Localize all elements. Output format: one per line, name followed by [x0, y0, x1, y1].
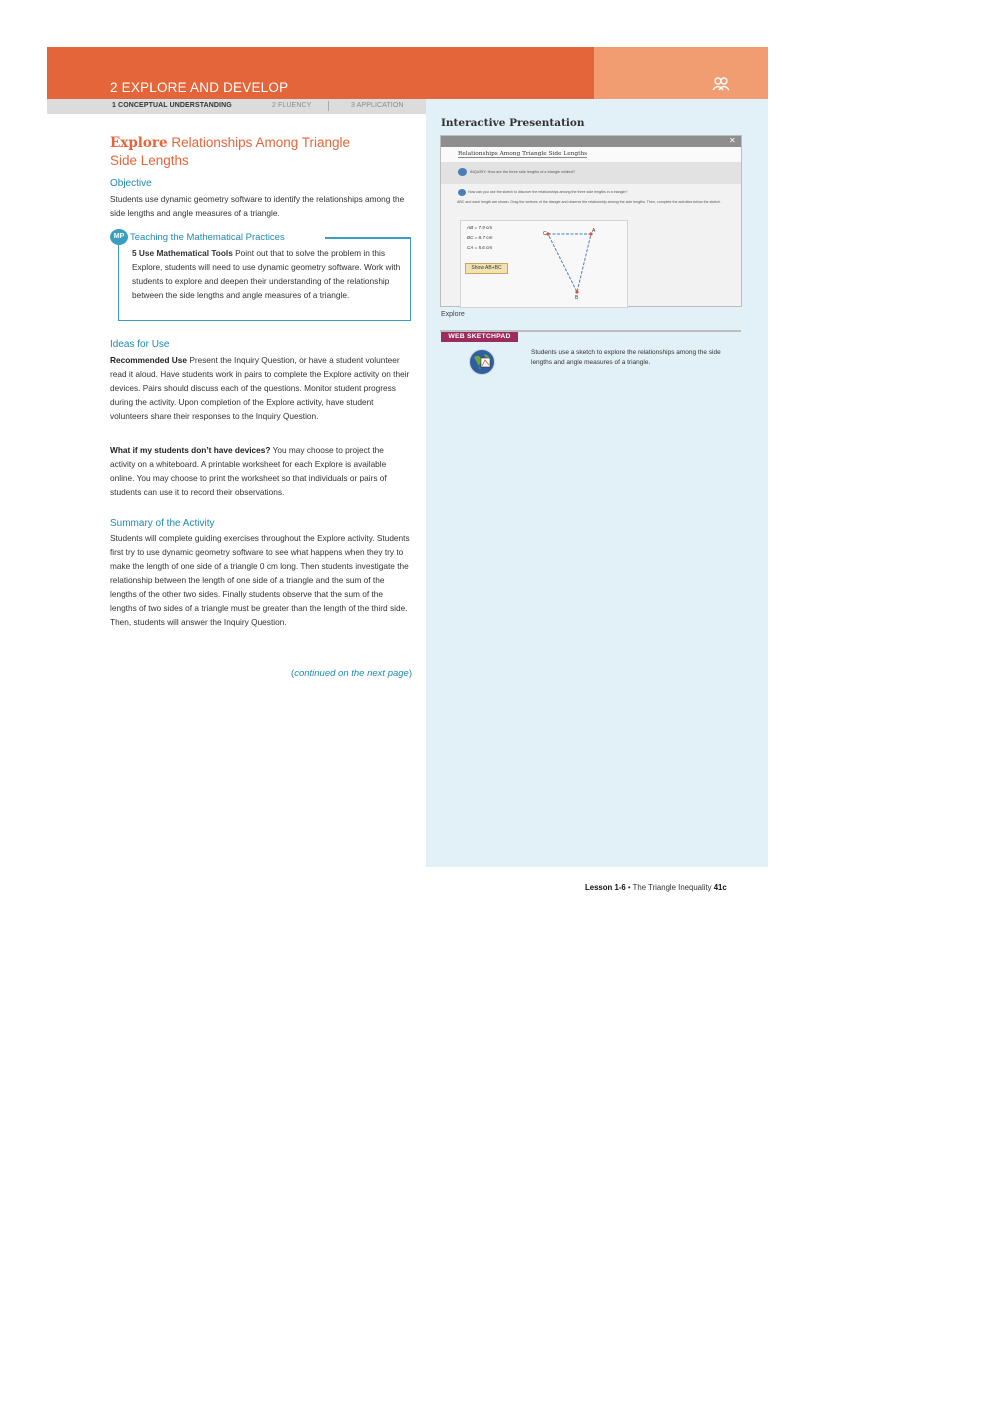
vertex-a-label: A — [592, 228, 596, 234]
tab-application[interactable]: 3 APPLICATION — [351, 102, 404, 109]
group-icon — [712, 76, 730, 92]
page-footer — [585, 883, 727, 892]
screenshot-caption: Explore — [441, 311, 465, 318]
interactive-presentation-heading: Interactive Presentation — [441, 117, 585, 129]
page-title — [110, 134, 410, 169]
measure-bc: BC = 8.7 cm — [467, 235, 493, 240]
objective-heading: Objective — [110, 178, 152, 189]
ideas-p1-text: Present the Inquiry Question, or have a student volunteer read it aloud. Have students work in pairs to complete the Explore activity on their devices. Pairs should discuss each of the questions. Monitor student progress during the activity. Upon completion of the Explore activity, have student volunteers share their responses to the Inquiry Question. — [110, 355, 410, 421]
footer-page-number: 41c — [713, 883, 727, 892]
measure-ca: CA = 5.6 cm — [467, 245, 493, 250]
section-title: 2 EXPLORE AND DEVELOP — [110, 80, 289, 95]
footer-topic: The Triangle Inequality — [632, 883, 712, 892]
close-icon: ✕ — [729, 136, 736, 145]
title-line-2: Side Lengths — [110, 153, 189, 168]
math-practices-heading: Teaching the Mathematical Practices — [130, 232, 285, 243]
screenshot-titlebar — [441, 136, 741, 147]
screenshot-inquiry: INQUIRY: How are the three side lengths of a triangle related? — [470, 170, 575, 174]
measure-ab: AB = 7.9 cm — [467, 225, 493, 230]
ideas-paragraph-1 — [110, 353, 410, 423]
screenshot-heading: Relationships Among Triangle Side Lengths — [458, 151, 588, 157]
tab-fluency[interactable]: 2 FLUENCY — [272, 102, 312, 109]
continued-link[interactable] — [230, 668, 412, 679]
title-line-1: Relationships Among Triangle — [171, 135, 350, 150]
inquiry-icon — [458, 168, 467, 176]
math-practices-body: Point out that to solve the problem in this Explore, students will need to use dynamic geometry software. Work with students to explore and deepen their understanding of the relationship between the side lengths and angle measures of a triangle. — [132, 248, 401, 300]
tab-conceptual-understanding[interactable]: 1 CONCEPTUAL UNDERSTANDING — [112, 102, 232, 109]
math-practices-bold: 5 Use Mathematical Tools — [132, 248, 233, 258]
ideas-p2-text: You may choose to project the activity on a whiteboard. A printable worksheet for each Explore is available online. You may choose to print the worksheet so that individuals or pairs of students can use it to record their observations. — [110, 445, 387, 497]
footer-bullet: • — [625, 883, 633, 892]
question-icon — [458, 189, 466, 196]
ideas-heading: Ideas for Use — [110, 339, 170, 350]
sketchpad-globe-icon[interactable] — [468, 348, 496, 376]
footer-lesson: Lesson 1-6 — [585, 883, 626, 892]
sketchpad-description: Students use a sketch to explore the relationships among the side lengths and angle measures of a triangle. — [531, 349, 721, 366]
ideas-p2-bold: What if my students don’t have devices? — [110, 445, 271, 455]
section-header-accent — [594, 47, 768, 99]
continued-open: ( — [291, 668, 295, 679]
web-sketchpad-badge: WEB SKETCHPAD — [441, 332, 518, 342]
continued-close: ) — [408, 668, 412, 679]
vertex-b-label: B — [575, 295, 579, 300]
vertex-c-label: C — [543, 231, 547, 237]
tab-divider — [328, 101, 329, 111]
objective-text: Students use dynamic geometry software to identify the relationships among the side lengths and angle measures of a triangle. — [110, 194, 405, 218]
screenshot-question-1: How can you use the sketch to discover the relationships among the three side lengths in a triangle? — [468, 190, 628, 194]
summary-text: Students will complete guiding exercises throughout the Explore activity. Students first try to use dynamic geometry software to see what happens when they try to make the length of one side of a triangle 0 cm long. Then students investigate the relationship between the length of one side of a triangle and the sum of the lengths of the other two sides. Finally students observe that the sum of the lengths of two sides of a triangle must be greater than the length of the third side. Then, students will answer the Inquiry Question. — [110, 533, 410, 627]
ideas-paragraph-2 — [110, 443, 410, 499]
math-practices-rule — [325, 237, 411, 239]
show-sum-button[interactable]: Show AB+BC — [465, 263, 508, 274]
explore-label: Explore — [110, 135, 168, 151]
math-practices-text — [132, 246, 407, 302]
mp-badge-icon: MP — [110, 229, 128, 245]
triangle-sketch[interactable] — [540, 226, 600, 300]
ideas-p1-bold: Recommended Use — [110, 355, 188, 365]
continued-text: continued on the next page — [294, 668, 409, 679]
summary-heading: Summary of the Activity — [110, 518, 215, 529]
screenshot-question-2: ABC and each length are shown. Drag the vertices of the triangle and observe the relationship among the side lengths. Then, complete the activities below the sketch. — [457, 200, 722, 204]
